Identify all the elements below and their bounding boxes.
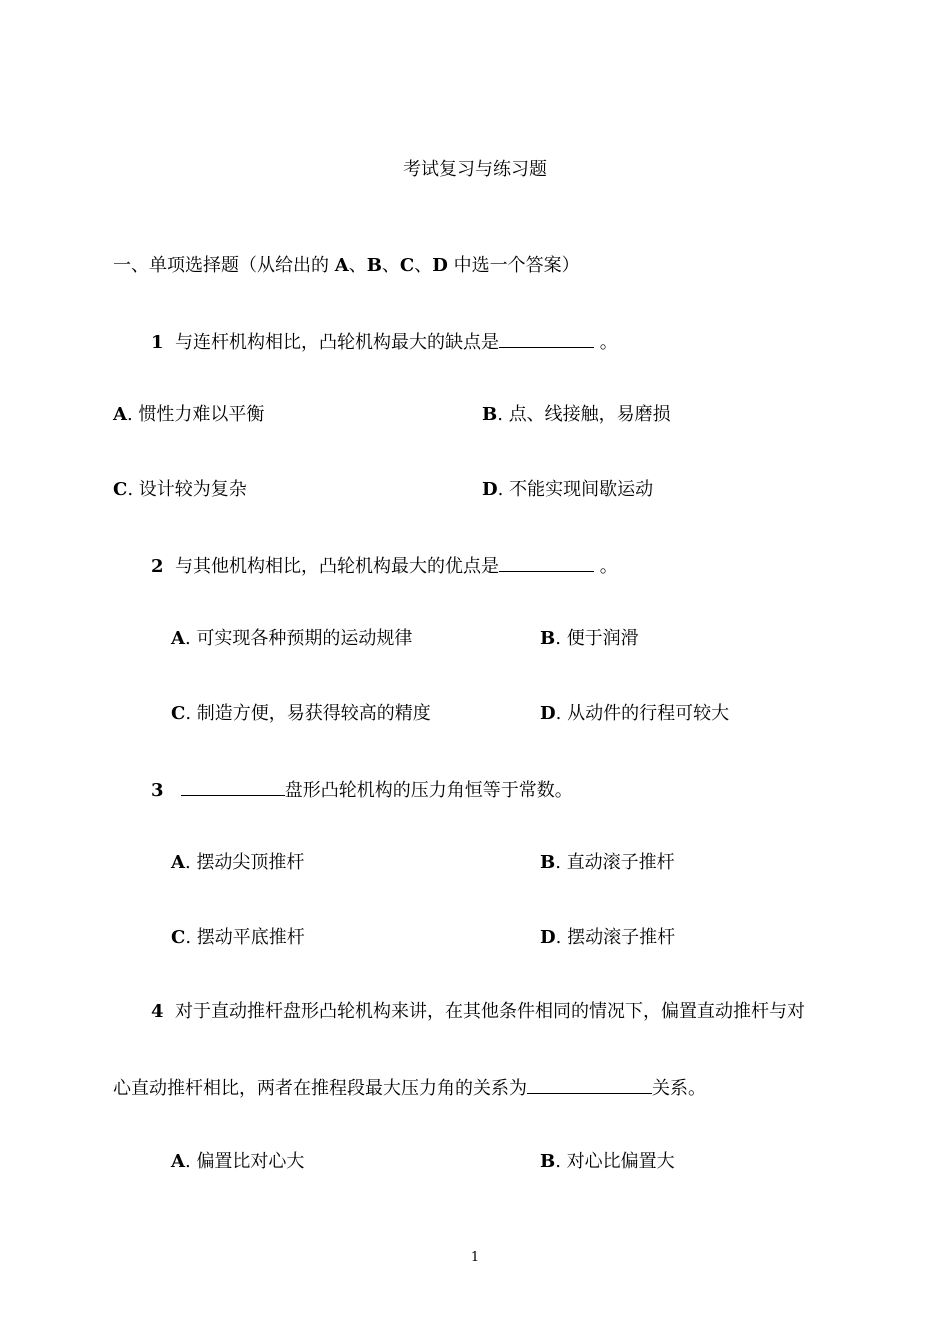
question-text-line-2: 心直动推杆相比，两者在推程段最大压力角的关系为 [113, 1078, 527, 1099]
option-text: 摆动滚子推杆 [567, 927, 676, 948]
option-letter: A [113, 404, 127, 425]
question-text: 与连杆机构相比，凸轮机构最大的缺点是 [174, 332, 499, 353]
question-number: 1 [151, 332, 164, 353]
option-letter: A [171, 1151, 185, 1172]
option-text: 设计较为复杂 [138, 479, 247, 500]
option-text: 不能实现间歇运动 [509, 479, 654, 500]
option-text: 摆动平底推杆 [196, 927, 305, 948]
question-text: 与其他机构相比，凸轮机构最大的优点是 [174, 556, 499, 577]
question-text: 盘形凸轮机构的压力角恒等于常数。 [284, 780, 573, 801]
option-separator: . [184, 628, 191, 649]
option-text: 惯性力难以平衡 [138, 404, 265, 425]
option-text: 可实现各种预期的运动规律 [196, 628, 413, 649]
option-2b [540, 627, 639, 651]
question-end: 。 [599, 556, 618, 577]
question-number: 3 [151, 780, 164, 801]
option-4b [540, 1150, 675, 1174]
option-1c [113, 478, 247, 502]
answer-blank [499, 329, 594, 348]
option-separator: . [497, 404, 503, 425]
answer-blank [181, 777, 285, 796]
option-separator: . [555, 852, 561, 873]
option-separator: . [184, 852, 191, 873]
question-text-line-1: 对于直动推杆盘形凸轮机构来讲，在其他条件相同的情况下，偏置直动推杆与对 [174, 1001, 805, 1022]
question-number: 4 [151, 1001, 164, 1022]
question-2 [151, 553, 618, 579]
option-1a [113, 403, 264, 427]
option-2a [171, 627, 412, 651]
option-text: 偏置比对心大 [196, 1151, 305, 1172]
option-letter: B [540, 852, 556, 873]
section-prefix: 一、单项选择题（从给出的 [113, 255, 335, 276]
option-letter: C [171, 927, 186, 948]
question-4-continuation [113, 1075, 706, 1101]
option-letter: D [540, 927, 556, 948]
option-3c [171, 926, 305, 950]
option-text: 摆动尖顶推杆 [196, 852, 305, 873]
option-separator: . [555, 1151, 561, 1172]
option-4a [171, 1150, 304, 1174]
section-letter-c: C [399, 255, 415, 276]
option-text: 便于润滑 [566, 628, 639, 649]
option-letter: C [171, 703, 186, 724]
option-letter: C [113, 479, 128, 500]
option-separator: . [185, 703, 192, 724]
section-suffix: 中选一个答案） [447, 255, 580, 276]
option-separator: . [126, 404, 133, 425]
option-separator: . [185, 927, 192, 948]
page-title: 考试复习与练习题 [403, 159, 547, 180]
option-3d [540, 926, 675, 950]
option-separator: . [184, 1151, 191, 1172]
option-2c [171, 702, 431, 726]
option-letter: B [540, 628, 556, 649]
section-letter-d: D [432, 255, 448, 276]
section-letter-a: A [334, 255, 349, 276]
option-3b [540, 851, 675, 875]
answer-blank [499, 553, 594, 572]
option-letter: A [171, 852, 185, 873]
option-separator: . [497, 479, 504, 500]
question-end: 。 [599, 332, 618, 353]
option-letter: B [482, 404, 498, 425]
section-sep-1: 、 [348, 255, 367, 276]
option-separator: . [127, 479, 134, 500]
option-1d [482, 478, 653, 502]
option-3a [171, 851, 304, 875]
option-separator: . [555, 628, 561, 649]
option-letter: D [482, 479, 498, 500]
option-text: 对心比偏置大 [566, 1151, 675, 1172]
option-separator: . [555, 927, 562, 948]
question-number: 2 [151, 556, 164, 577]
option-text: 制造方便，易获得较高的精度 [196, 703, 431, 724]
option-letter: D [540, 703, 556, 724]
question-1 [151, 329, 618, 355]
option-text: 点、线接触，易磨损 [508, 404, 671, 425]
option-text: 从动件的行程可较大 [567, 703, 730, 724]
option-1b [482, 403, 671, 427]
question-4 [151, 1000, 805, 1024]
section-sep-2: 、 [381, 255, 400, 276]
section-heading [113, 254, 580, 278]
option-text: 直动滚子推杆 [566, 852, 675, 873]
question-3 [151, 777, 573, 803]
section-letter-b: B [366, 255, 382, 276]
page-number: 1 [470, 1250, 480, 1265]
option-letter: A [171, 628, 185, 649]
option-letter: B [540, 1151, 556, 1172]
option-2d [540, 702, 729, 726]
question-end: 关系。 [652, 1078, 706, 1099]
section-sep-3: 、 [414, 255, 433, 276]
answer-blank [527, 1075, 652, 1094]
option-separator: . [555, 703, 562, 724]
